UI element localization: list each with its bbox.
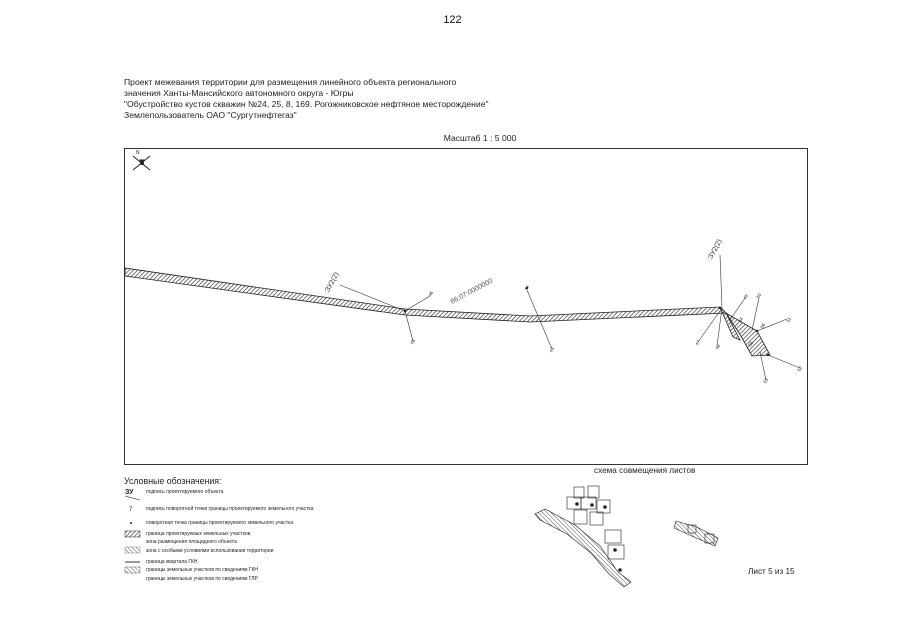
point-number: 52: [796, 365, 804, 373]
legend-item-label: подпись поворотной точки границы проектируемого земельного участка: [146, 506, 314, 512]
legend-item-label: поворотная точка границы проектируемого земельного участка: [146, 520, 294, 526]
map-label-cadastral: 86:07:0000000: [449, 277, 495, 306]
scale-label: Масштаб 1 : 5 000: [443, 133, 517, 143]
legend-point-label-example: 7: [129, 507, 133, 513]
legend-item-label: границы земельных участков по сведениям ГКН: [146, 567, 259, 573]
legend-zu-symbol: ЗУ: [125, 489, 134, 496]
sheet-schema-drawing: [535, 486, 718, 587]
legend-item-label: зона размещения площадного объекта: [146, 539, 237, 545]
point-number: 50: [755, 292, 763, 300]
north-arrow-icon: [133, 150, 150, 170]
header-line-4: Землепользователь ОАО "Сургутнефтегаз": [124, 110, 297, 120]
legend-title: Условные обозначения:: [124, 476, 222, 486]
point-number: 43: [548, 346, 556, 354]
point-number: 55: [747, 340, 755, 348]
point-number: 49: [742, 293, 750, 301]
sheet-label: Лист 5 из 15: [748, 567, 795, 576]
project-strip: [125, 268, 726, 322]
point-number: 47: [694, 339, 702, 347]
point-number: 44: [523, 284, 531, 292]
legend-item-label: граница квартала ГКН: [146, 559, 198, 565]
legend-symbols: [125, 489, 140, 573]
point-number: 54: [737, 316, 745, 324]
page-number: 122: [443, 14, 462, 26]
header-line-3: "Обустройство кустов скважин №24, 25, 8, 169. Рогожниковское нефтяное месторождение": [124, 99, 489, 109]
header-line-1: Проект межевания территории для размещения линейного объекта регионального: [124, 77, 457, 87]
point-number: 53: [762, 377, 770, 385]
schema-title: схема совмещения листов: [594, 466, 696, 475]
map-label-zu-right: :ЗУ2(2): [706, 238, 724, 262]
point-number: 48: [714, 343, 722, 351]
point-number: 46: [427, 290, 435, 298]
legend-item-label: границы земельных участков по сведениям ГЛР: [146, 576, 258, 582]
legend-item-label: зона с особыми условиями использования территории: [146, 548, 274, 554]
map-label-zu-left: :ЗУ2(2): [323, 271, 341, 295]
legend-item-label: граница проектируемых земельных участков: [146, 531, 251, 537]
point-number: 51: [785, 316, 793, 324]
svg-text:N: N: [136, 150, 140, 156]
legend-item-label: подпись проектируемого объекта: [146, 489, 224, 495]
point-number: 45: [409, 338, 417, 346]
point-number: 56: [759, 322, 767, 330]
header-line-2: значения Ханты-Мансийского автономного округа - Югры: [124, 88, 354, 98]
